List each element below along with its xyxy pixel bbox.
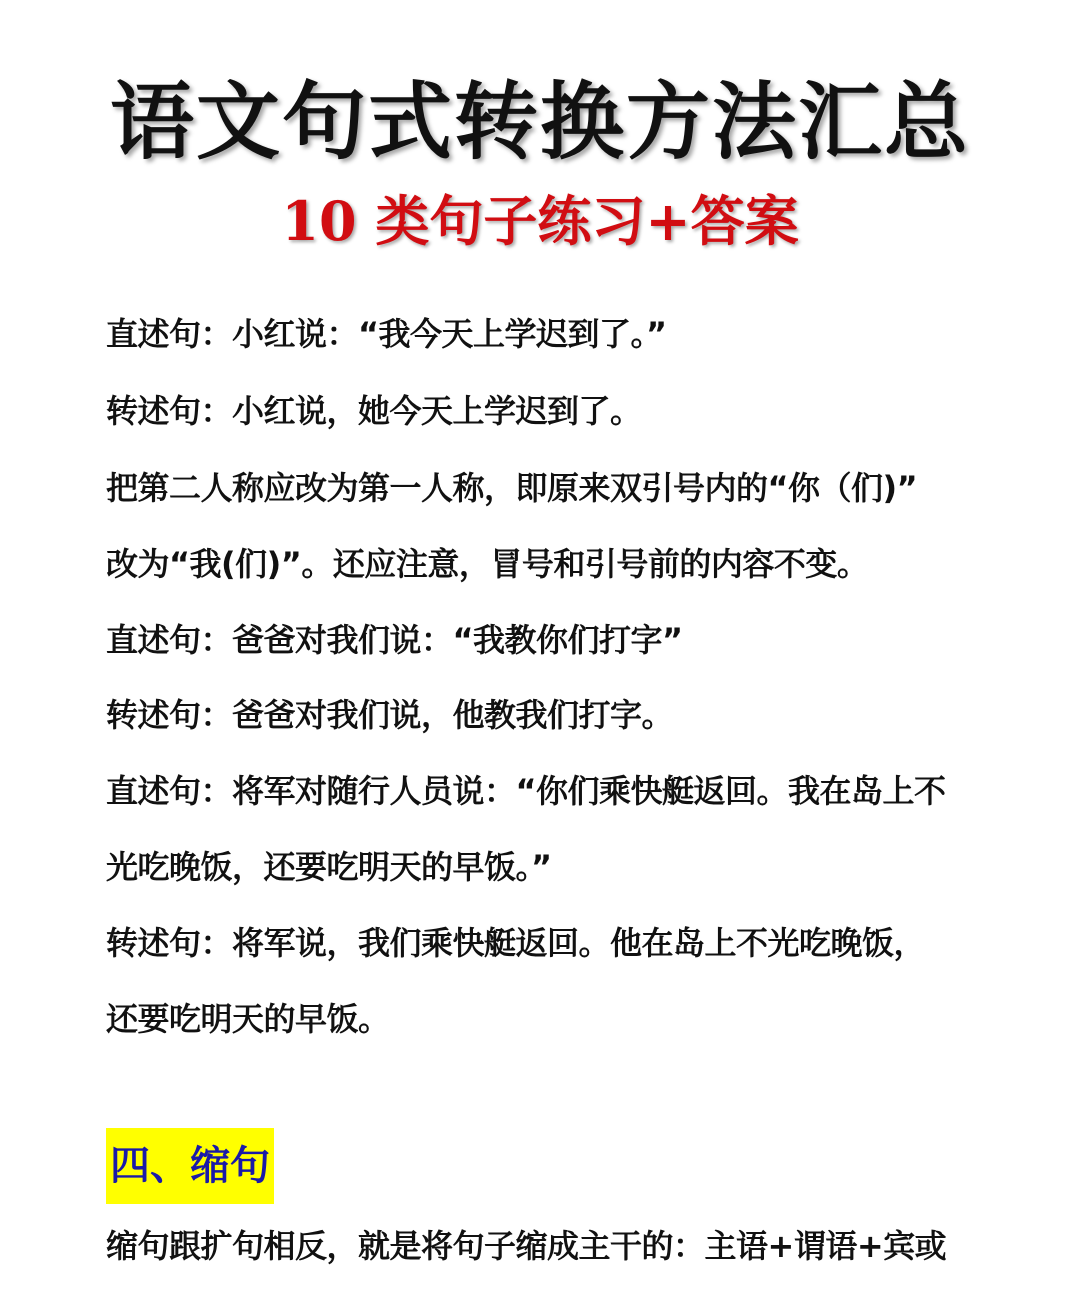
section-body-line: 缩句跟扩句相反，就是将句子缩成主干的：主语+谓语+宾或 <box>106 1227 947 1265</box>
text-line: 直述句：爸爸对我们说：“我教你们打字” <box>106 621 683 659</box>
page-subtitle: 10 类句子练习+答案 <box>281 189 799 253</box>
text-line: 还要吃明天的早饭。 <box>106 1000 390 1038</box>
text-line: 光吃晚饭，还要吃明天的早饭。” <box>106 848 552 886</box>
text-line: 直述句：将军对随行人员说：“你们乘快艇返回。我在岛上不 <box>106 772 946 810</box>
text-line: 把第二人称应改为第一人称，即原来双引号内的“你（们)” <box>106 469 918 507</box>
text-line: 改为“我(们)”。还应注意，冒号和引号前的内容不变。 <box>106 545 869 583</box>
text-line: 转述句：将军说，我们乘快艇返回。他在岛上不光吃晚饭， <box>106 924 926 962</box>
text-line: 直述句：小红说：“我今天上学迟到了。” <box>106 315 667 353</box>
section-heading: 四、缩句 <box>106 1128 274 1204</box>
page-title: 语文句式转换方法汇总 <box>109 72 970 171</box>
text-line: 转述句：爸爸对我们说，他教我们打字。 <box>106 696 674 734</box>
text-line: 转述句：小红说，她今天上学迟到了。 <box>106 392 642 430</box>
